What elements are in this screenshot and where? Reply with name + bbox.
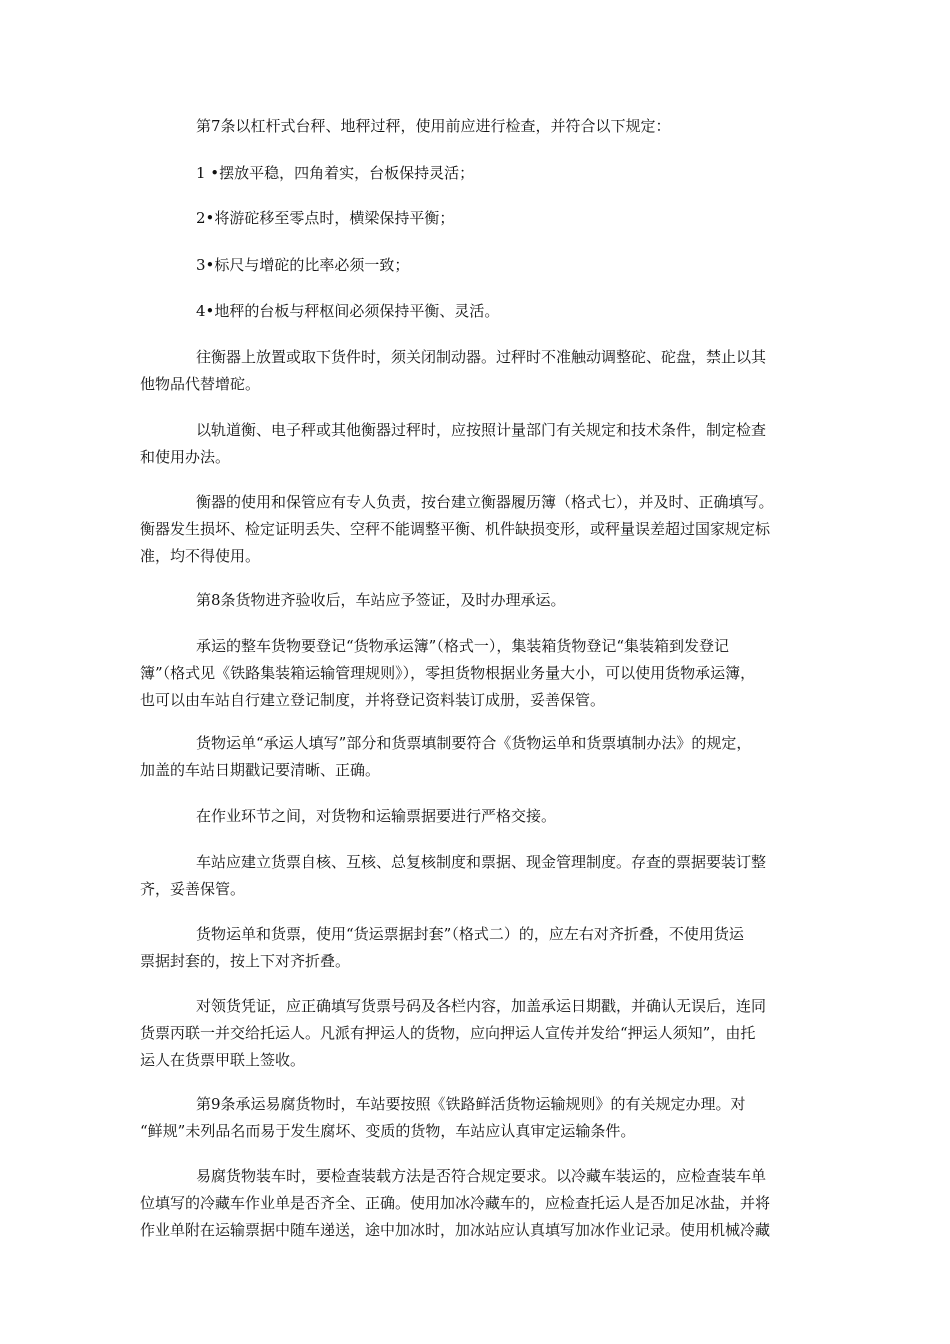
text-line: 第9条承运易腐货物时，车站要按照《铁路鲜活货物运输规则》的有关规定办理。对 bbox=[196, 1095, 746, 1113]
text-line: 加盖的车站日期戳记要清晰、正确。 bbox=[140, 761, 381, 779]
text-line: 车站应建立货票自核、互核、总复核制度和票据、现金管理制度。存查的票据要装订整 bbox=[196, 853, 767, 871]
list-item-4 bbox=[140, 298, 820, 325]
article-9-paragraph bbox=[140, 1091, 820, 1145]
text-line: “鲜规”未列品名而易于发生腐坏、变质的货物，车站应认真审定运输条件。 bbox=[140, 1122, 636, 1140]
text-line: 以轨道衡、电子秤或其他衡器过秤时，应按照计量部门有关规定和技术条件，制定检查 bbox=[196, 421, 767, 439]
text-line: 易腐货物装车时，要检查装载方法是否符合规定要求。以冷藏车装运的，应检查装车单 bbox=[196, 1167, 767, 1185]
paragraph bbox=[140, 1163, 820, 1244]
text-line: 承运的整车货物要登记“货物承运簿”（格式一），集装箱货物登记“集装箱到发登记 bbox=[196, 637, 730, 655]
text-line: 也可以由车站自行建立登记制度，并将登记资料装订成册，妥善保管。 bbox=[140, 691, 606, 709]
paragraph bbox=[140, 849, 820, 903]
text-line: 簿”（格式见《铁路集装箱运输管理规则》），零担货物根据业务量大小，可以使用货物承运簿， bbox=[140, 664, 756, 682]
paragraph bbox=[140, 633, 820, 714]
text-line: 4•地秤的台板与秤枢间必须保持平衡、灵活。 bbox=[196, 302, 500, 320]
text-line: 对领货凭证，应正确填写货票号码及各栏内容，加盖承运日期戳，并确认无误后，连同 bbox=[196, 997, 767, 1015]
text-line: 运人在货票甲联上签收。 bbox=[140, 1051, 306, 1069]
list-item-3 bbox=[140, 252, 820, 279]
text-line: 3•标尺与增砣的比率必须一致； bbox=[196, 256, 410, 274]
text-line: 货物运单“承运人填写”部分和货票填制要符合《货物运单和货票填制办法》的规定， bbox=[196, 734, 752, 752]
text-line: 往衡器上放置或取下货件时，须关闭制动器。过秤时不准触动调整砣、砣盘，禁止以其 bbox=[196, 348, 767, 366]
article-8-heading bbox=[140, 587, 820, 614]
list-item-2 bbox=[140, 205, 820, 232]
text-line: 在作业环节之间，对货物和运输票据要进行严格交接。 bbox=[196, 807, 557, 825]
text-line: 作业单附在运输票据中随车递送，途中加冰时，加冰站应认真填写加冰作业记录。使用机械冷藏 bbox=[140, 1221, 771, 1239]
paragraph bbox=[140, 993, 820, 1074]
text-line: 第7条以杠杆式台秤、地秤过秤，使用前应进行检查，并符合以下规定： bbox=[196, 117, 671, 135]
paragraph bbox=[140, 921, 820, 975]
text-line: 他物品代替增砣。 bbox=[140, 375, 261, 393]
text-line: 和使用办法。 bbox=[140, 448, 231, 466]
paragraph bbox=[140, 803, 820, 830]
text-line: 票据封套的，按上下对齐折叠。 bbox=[140, 952, 351, 970]
text-line: 第8条货物进齐验收后，车站应予签证，及时办理承运。 bbox=[196, 591, 566, 609]
paragraph bbox=[140, 417, 820, 471]
paragraph bbox=[140, 489, 820, 570]
list-item-1 bbox=[140, 160, 820, 187]
text-line: 2•将游砣移至零点时，横梁保持平衡； bbox=[196, 209, 455, 227]
text-line: 1 •摆放平稳，四角着实，台板保持灵活； bbox=[196, 164, 475, 182]
text-line: 衡器发生损坏、检定证明丢失、空秤不能调整平衡、机件缺损变形，或秤量误差超过国家规定标 bbox=[140, 520, 771, 538]
paragraph bbox=[140, 730, 820, 784]
text-line: 货物运单和货票，使用“货运票据封套”（格式二）的，应左右对齐折叠，不使用货运 bbox=[196, 925, 744, 943]
paragraph bbox=[140, 344, 820, 398]
text-line: 货票丙联一并交给托运人。凡派有押运人的货物，应向押运人宣传并发给“押运人须知”，由托 bbox=[140, 1024, 756, 1042]
article-7-heading bbox=[140, 113, 820, 140]
text-line: 齐，妥善保管。 bbox=[140, 880, 246, 898]
text-line: 衡器的使用和保管应有专人负责，按台建立衡器履历簿（格式七），并及时、正确填写。 bbox=[196, 493, 774, 511]
text-line: 准，均不得使用。 bbox=[140, 547, 261, 565]
text-line: 位填写的冷藏车作业单是否齐全、正确。使用加冰冷藏车的，应检查托运人是否加足冰盐，并将 bbox=[140, 1194, 771, 1212]
